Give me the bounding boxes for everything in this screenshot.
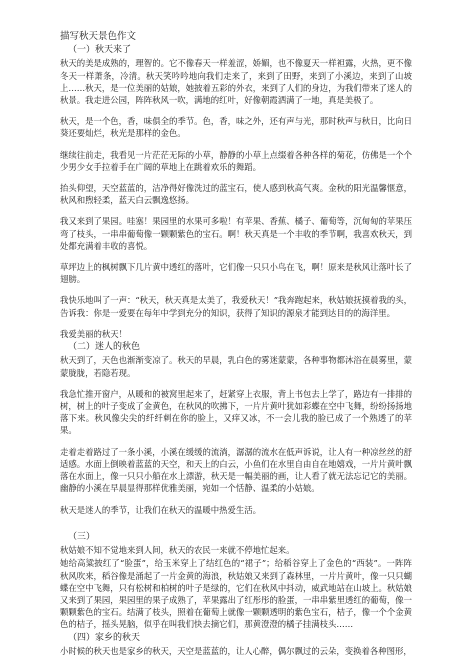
document-title: 描写秋天景色作文 [60, 31, 137, 42]
paragraph: 走着走着路过了一条小溪，小溪在缓缓的流淌，潺潺的流水在低声诉说，让人有一种凉丝丝的舒适感。水面上倒映着蓝蓝的天空，和天上的白云，小鱼们在水里自由自在地嬉戏，一片片黄叶飘落在水面上，像一只只小船在水上漂游，秋天是一幅美丽的画，让人看了就无法忘记它的美丽。幽静的小溪在早晨显得那样优雅美丽，宛如一个恬静、温柔的小姑娘。 [60, 446, 412, 494]
paragraph: 草坪边上的枫树飘下几片黄中透红的落叶，它们像一只只小鸟在飞，啊！原来是秋风让落叶长了翅膀。 [60, 262, 412, 285]
paragraph: 小时候的秋天也是家乡的秋天，天空是蓝蓝的，让人心醉，偶尔飘过的云朵，变换着各种图形， [60, 645, 412, 656]
section-heading: （一）秋天来了 [68, 45, 132, 55]
paragraph: 秋天是迷人的季节，让我们在秋天的温暖中热爱生活。 [60, 504, 261, 515]
paragraph: 我爱美丽的秋天！ [60, 328, 127, 339]
paragraph: 秋天到了，天色也渐渐变凉了。秋天的早晨，乳白色的雾迷蒙蒙，各种事物都沐浴在晨雾里，蒙蒙胧胧，若隐若现。 [60, 355, 412, 378]
paragraph: 继续往前走，我看见一片茫茫无际的小草，静静的小草上点缀着各种各样的菊花，仿佛是一个个少男少女手拉着手在广阔的草地上在跳着欢乐的舞蹈。 [60, 149, 412, 172]
paragraph: 她给高粱披红了“脸蛋”，给玉米穿上了结红色的“裙子”；给稻谷穿上了金色的“西装”。一阵阵秋风吹来，稻谷像是涌起了一片金黄的海浪，秋姑娘又来到了森林里，一片片黄叶，像一只只蝴蝶在空中飞舞，只有松树和柏树的叶子是绿的，它们在秋风中抖动，威武地站在山坡上。秋姑娘又来到了果园，果园里的果子成熟了，苹果露出了红彤彤的脸蛋，一串串紫里透红的葡萄，像一颗颗紫色的宝石。结满了枝头，照着在葡萄上就像一颗颗透明的紫色宝石，桔子，像一个个金黄色的桔子，摇头晃脑，似乎在叫我们快去摘它们，那黄澄澄的橘子挂满枝头…… [60, 558, 412, 630]
paragraph: 抬头仰望，天空蓝蓝的，洁净得好像洗过的蓝宝石，使人感到秋高气爽。金秋的阳光温馨惬意，秋风和煦轻柔，蓝天白云飘逸悠扬。 [60, 183, 412, 206]
section-heading: （三） [68, 531, 96, 542]
paragraph: 我快乐地叫了一声：“秋天，秋天真是太美了，我爱秋天！”我奔跑起来，秋姑娘抚摸着我的头，告诉我：你是一爱要在每年中学到充分的知识，获得了知识的源泉才能到达目的的海洋里。 [60, 295, 412, 318]
paragraph: 秋天的美是成熟的，理智的。它不像春天一样羞涩，娇媚，也不像夏天一样袒露，火热，更不像冬天一样萧条，冷清。秋天笑吟吟地向我们走来了，来到了田野，来到了小溪边，来到了山坡上……秋天，是一位美丽的姑娘，她披着五彩的外衣，来到了人们的身边，为我们带来了迷人的秋景。我走进公园，阵阵秋风一吹，满地的红叶，好像朝霞洒满了一地，真是美极了。 [60, 58, 412, 106]
paragraph: 我又来到了果园。哇塞！果园里的水果可多啦！有苹果、香蕉、橘子、葡萄等，沉甸甸的苹果压弯了枝头，一串串葡萄像一颗颗紫色的宝石。啊！秋天真是一个丰收的季节啊，我喜欢秋天，到处都充满着丰收的喜悦。 [60, 216, 412, 251]
paragraph: 我急忙推开窗户，从暖和的被窝里起来了，赶紧穿上衣服，背上书包去上学了，路边有一排排的树，树上的叶子变成了金黄色，在秋风的吹拂下，一片片黄叶犹如彩蝶在空中飞舞，纷纷扬扬地落下来。秋风像尖尖的纤纤刺在你的脸上，又痒又冰，不一会儿我的脸已成了一个熟透了的苹果。 [60, 388, 412, 436]
section-heading: （四）家乡的秋天 [68, 632, 141, 643]
paragraph: 秋天，是一个色，香，味俱全的季节。色，香，味之外，还有声与光，那时秋声与秋日，比向日葵还要灿烂，秋光是那样的金色。 [60, 116, 412, 139]
section-heading: （二）迷人的秋色 [68, 342, 141, 353]
paragraph: 秋姑娘不知不觉地来到人间，秋天的农民一来就不停地忙起来。 [60, 545, 295, 556]
